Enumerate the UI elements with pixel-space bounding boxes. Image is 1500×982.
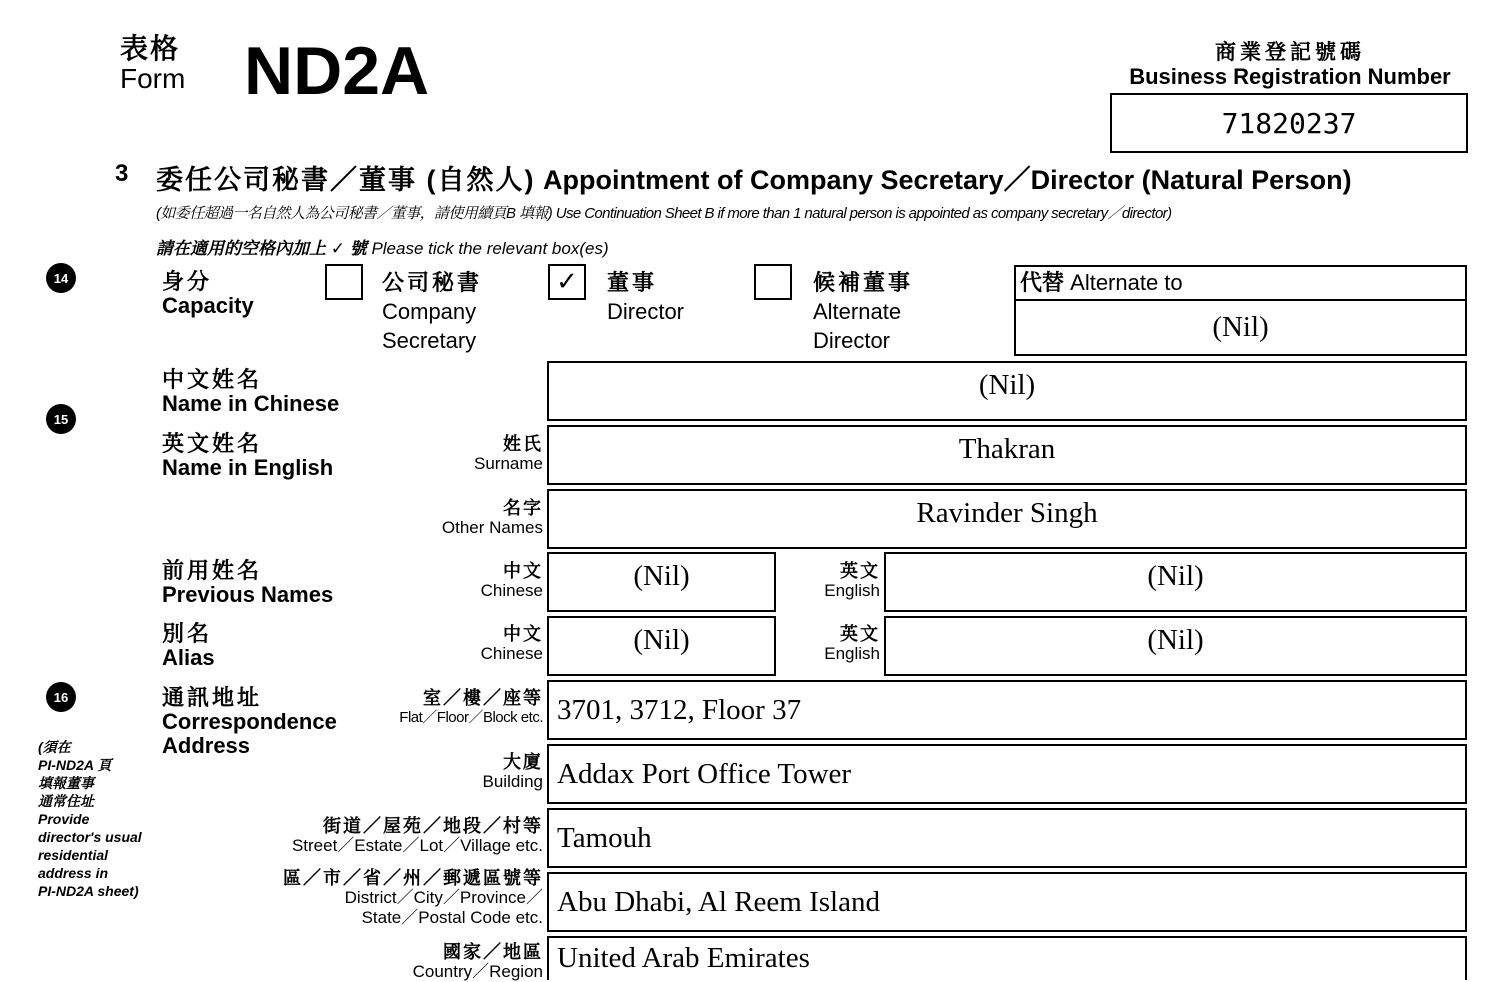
form-label-en: Form xyxy=(120,63,186,94)
address-label xyxy=(162,686,337,758)
director-en1: Director xyxy=(607,299,685,324)
flat-field[interactable]: 3701, 3712, Floor 37 xyxy=(547,680,1467,740)
district-field[interactable]: Abu Dhabi, Al Reem Island xyxy=(547,872,1467,932)
country-field[interactable]: United Arab Emirates xyxy=(547,936,1467,980)
brn-field[interactable]: 71820237 xyxy=(1110,93,1468,153)
tick-instruction-zh: 請在適用的空格內加上 ✓ 號 xyxy=(156,239,367,258)
capacity-label-zh: 身分 xyxy=(162,269,213,294)
surname-label-zh: 姓氏 xyxy=(503,434,543,454)
side-note-line: PI-ND2A sheet) xyxy=(38,883,139,899)
country-label-zh: 國家／地區 xyxy=(443,942,543,962)
name-chinese-label xyxy=(162,368,339,416)
alias-english-label xyxy=(790,624,880,664)
alternate-director-checkbox[interactable] xyxy=(754,264,792,300)
name-english-label-en: Name in English xyxy=(162,455,334,480)
country-label xyxy=(340,942,543,982)
side-note-line: director's usual xyxy=(38,829,142,845)
district-label-en2: State／Postal Code etc. xyxy=(361,908,543,927)
name-chinese-label-en: Name in Chinese xyxy=(162,391,340,416)
country-label-en: Country／Region xyxy=(412,962,543,981)
previous-english-label xyxy=(790,561,880,601)
alternate-to-label-zh: 代替 xyxy=(1020,270,1065,295)
address-label-en1: Correspondence xyxy=(162,709,337,734)
previous-names-label-zh: 前用姓名 xyxy=(162,558,263,583)
address-label-en2: Address xyxy=(162,733,251,758)
previous-chinese-label-en: Chinese xyxy=(480,581,543,600)
marker-15: 15 xyxy=(46,404,76,434)
side-note-line: (須在 xyxy=(38,739,71,755)
street-field[interactable]: Tamouh xyxy=(547,808,1467,868)
street-label xyxy=(195,816,543,856)
alias-english-label-en: English xyxy=(824,644,880,663)
district-label xyxy=(195,868,543,928)
capacity-label xyxy=(162,270,254,318)
section-title xyxy=(156,158,1352,197)
alias-chinese-field[interactable]: (Nil) xyxy=(547,616,776,676)
tick-instruction-en: Please tick the relevant box(es) xyxy=(371,239,609,258)
alias-chinese-label xyxy=(440,624,543,664)
company-secretary-en1: Company xyxy=(382,299,477,324)
form-code: ND2A xyxy=(244,33,430,109)
name-chinese-field[interactable]: (Nil) xyxy=(547,361,1467,421)
previous-chinese-field[interactable]: (Nil) xyxy=(547,552,776,612)
company-secretary-option xyxy=(382,268,482,355)
alternate-director-en1: Alternate xyxy=(813,299,902,324)
building-label xyxy=(430,752,543,792)
building-field[interactable]: Addax Port Office Tower xyxy=(547,744,1467,804)
side-note-line: Provide xyxy=(38,811,90,827)
alias-english-field[interactable]: (Nil) xyxy=(884,616,1467,676)
previous-chinese-label-zh: 中文 xyxy=(503,561,543,581)
building-label-en: Building xyxy=(482,772,543,791)
section-title-en: Appointment of Company Secretary／Director (Natural Person) xyxy=(543,165,1352,195)
company-secretary-zh: 公司秘書 xyxy=(382,270,483,295)
flat-label xyxy=(340,688,543,728)
form-label xyxy=(120,34,185,94)
section-title-zh: 委任公司秘書／董事 (自然人) xyxy=(156,165,536,195)
side-note-line: 填報董事 xyxy=(38,775,94,791)
previous-english-field[interactable]: (Nil) xyxy=(884,552,1467,612)
alternate-to-label-box xyxy=(1014,265,1467,301)
other-names-label-zh: 名字 xyxy=(503,498,543,518)
alternate-director-en2: Director xyxy=(813,328,891,353)
previous-names-label-en: Previous Names xyxy=(162,582,334,607)
surname-label-en: Surname xyxy=(474,454,543,473)
flat-label-zh: 室／樓／座等 xyxy=(423,688,543,708)
alias-label-zh: 別名 xyxy=(162,621,213,646)
capacity-label-en: Capacity xyxy=(162,293,254,318)
alias-label-en: Alias xyxy=(162,645,215,670)
alternate-to-label-en: Alternate to xyxy=(1070,270,1183,295)
brn-label-zh: 商業登記號碼 xyxy=(1215,41,1365,64)
building-label-zh: 大廈 xyxy=(503,752,543,772)
other-names-label xyxy=(380,498,543,538)
marker-14: 14 xyxy=(46,263,76,293)
previous-english-label-zh: 英文 xyxy=(840,561,880,581)
alternate-to-field[interactable]: (Nil) xyxy=(1014,299,1467,356)
side-note-line: address in xyxy=(38,865,109,881)
brn-label-en: Business Registration Number xyxy=(1129,64,1451,89)
alias-chinese-label-zh: 中文 xyxy=(503,624,543,644)
marker-16: 16 xyxy=(46,682,76,712)
other-names-label-en: Other Names xyxy=(441,518,543,537)
alias-label xyxy=(162,622,215,670)
section-number: 3 xyxy=(115,160,129,187)
side-note-line: residential xyxy=(38,847,109,863)
form-label-zh: 表格 xyxy=(120,33,181,64)
side-note-line: 通常住址 xyxy=(38,793,94,809)
company-secretary-en2: Secretary xyxy=(382,328,477,353)
previous-names-label xyxy=(162,559,333,607)
director-checkbox[interactable]: ✓ xyxy=(548,264,586,300)
district-label-en1: District／City／Province／ xyxy=(344,888,543,907)
tick-instruction xyxy=(156,234,609,259)
alternate-director-option xyxy=(813,268,913,355)
surname-label xyxy=(400,434,543,474)
address-label-zh: 通訊地址 xyxy=(162,685,263,710)
street-label-en: Street／Estate／Lot／Village etc. xyxy=(291,836,543,855)
name-english-label-zh: 英文姓名 xyxy=(162,431,263,456)
alias-chinese-label-en: Chinese xyxy=(480,644,543,663)
name-chinese-label-zh: 中文姓名 xyxy=(162,367,263,392)
previous-english-label-en: English xyxy=(824,581,880,600)
alias-english-label-zh: 英文 xyxy=(840,624,880,644)
section-note xyxy=(156,202,1171,223)
flat-label-en: Flat／Floor／Block etc. xyxy=(399,709,543,726)
company-secretary-checkbox[interactable] xyxy=(325,264,363,300)
side-note-line: PI-ND2A 頁 xyxy=(38,757,112,773)
street-label-zh: 街道／屋苑／地段／村等 xyxy=(323,816,543,836)
address-side-note xyxy=(38,738,168,900)
section-note-zh: (如委任超過一名自然人為公司秘書／董事，請使用續頁B 填報) xyxy=(156,205,553,222)
surname-field[interactable]: Thakran xyxy=(547,425,1467,485)
previous-chinese-label xyxy=(440,561,543,601)
district-label-zh: 區／市／省／州／郵遞區號等 xyxy=(283,868,543,888)
director-zh: 董事 xyxy=(607,270,658,295)
section-note-en: Use Continuation Sheet B if more than 1 natural person is appointed as company secretary／director) xyxy=(555,205,1172,222)
other-names-field[interactable]: Ravinder Singh xyxy=(547,489,1467,549)
name-english-label xyxy=(162,432,333,480)
director-option xyxy=(607,268,684,326)
alternate-director-zh: 候補董事 xyxy=(813,270,914,295)
